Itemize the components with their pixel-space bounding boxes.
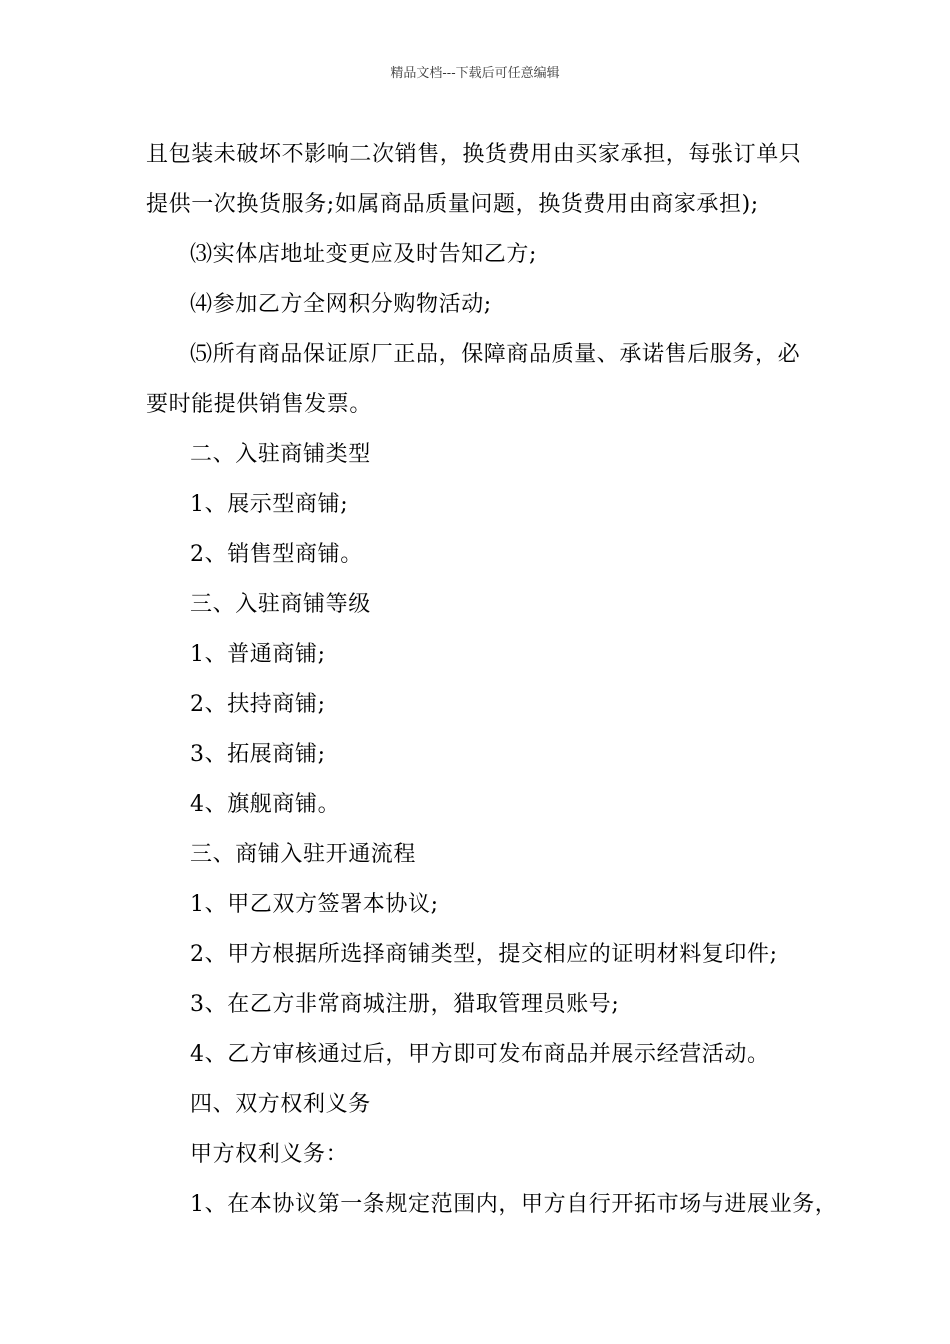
list-item: 3、在乙方非常商城注册，猎取管理员账号;	[190, 992, 620, 1017]
section-heading: 四、双方权利义务	[190, 1092, 371, 1117]
section-heading: 二、入驻商铺类型	[190, 442, 371, 467]
list-item: 2、扶持商铺;	[190, 692, 326, 717]
paragraph-line: 提供一次换货服务;如属商品质量问题，换货费用由商家承担);	[146, 192, 759, 217]
list-item: 1、普通商铺;	[190, 642, 326, 667]
list-item: ⑶实体店地址变更应及时告知乙方;	[190, 242, 538, 267]
list-item: 1、甲乙双方签署本协议;	[190, 892, 439, 917]
list-item: ⑷参加乙方全网积分购物活动;	[190, 292, 492, 317]
section-heading: 三、入驻商铺等级	[190, 592, 371, 617]
list-item: 3、拓展商铺;	[190, 742, 326, 767]
list-item: 1、在本协议第一条规定范围内，甲方自行开拓市场与进展业务，	[190, 1192, 838, 1217]
list-item: 1、展示型商铺;	[190, 492, 349, 517]
subsection-heading: 甲方权利义务：	[190, 1142, 349, 1167]
list-item: ⑸所有商品保证原厂正品，保障商品质量、承诺售后服务，必	[190, 342, 801, 367]
paragraph-line: 要时能提供销售发票。	[146, 392, 373, 417]
section-heading: 三、商铺入驻开通流程	[190, 842, 417, 867]
document-body	[146, 130, 838, 1230]
list-item: 2、甲方根据所选择商铺类型，提交相应的证明材料复印件;	[190, 942, 778, 967]
list-item: 2、销售型商铺。	[190, 542, 363, 567]
list-item: 4、乙方审核通过后，甲方即可发布商品并展示经营活动。	[190, 1042, 770, 1067]
page-header: 精品文档---下载后可任意编辑	[390, 66, 560, 81]
list-item: 4、旗舰商铺。	[190, 792, 341, 817]
paragraph-line: 且包装未破坏不影响二次销售，换货费用由买家承担，每张订单只	[146, 142, 802, 167]
